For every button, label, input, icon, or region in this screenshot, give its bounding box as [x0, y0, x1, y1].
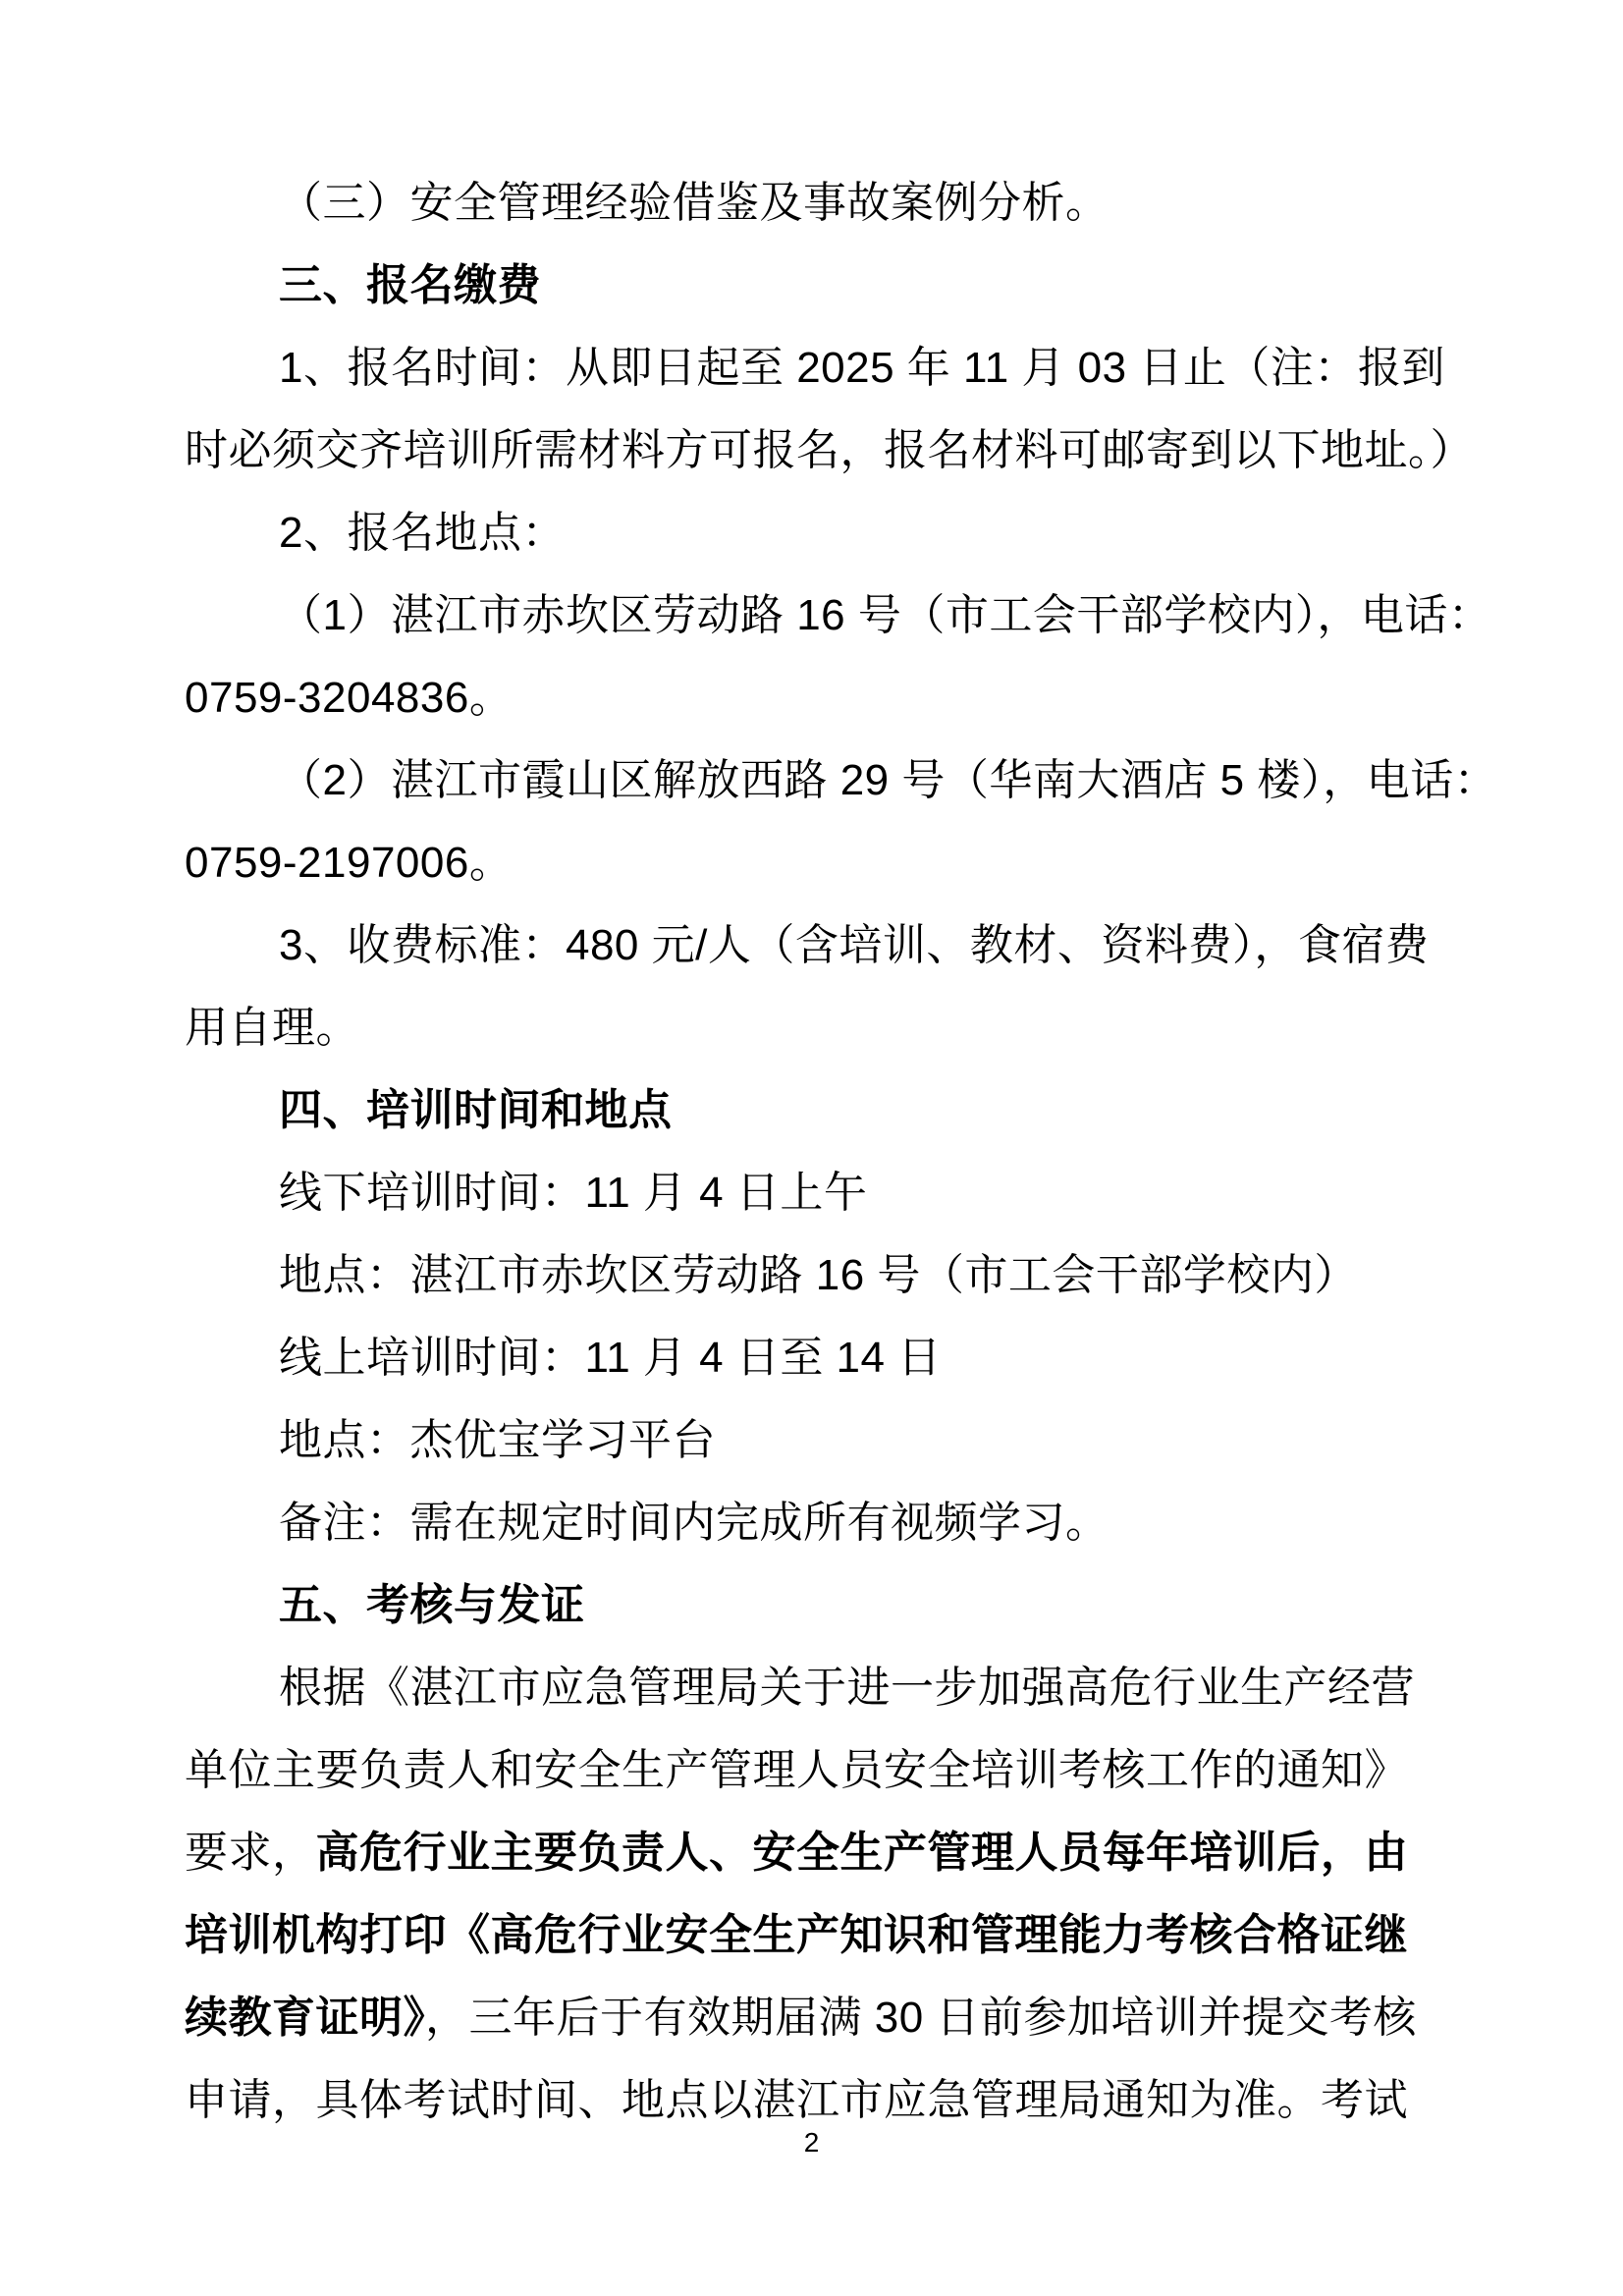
text-segment: 用自理。 — [185, 1004, 359, 1052]
text-line — [185, 492, 1461, 574]
text-line — [185, 162, 1461, 245]
text-line — [185, 1894, 1461, 1977]
text-line — [185, 1399, 1461, 1482]
text-segment: 线下培训时间：11 月 4 日上午 — [279, 1169, 868, 1217]
text-line — [185, 657, 1461, 739]
text-line — [185, 574, 1492, 657]
text-line — [185, 904, 1461, 987]
text-line — [185, 739, 1498, 822]
document-body — [185, 162, 1498, 2142]
text-segment: （2）湛江市霞山区解放西路 29 号（华南大酒店 5 楼），电话： — [279, 756, 1498, 804]
text-segment: （1）湛江市赤坎区劳动路 16 号（市工会干部学校内），电话： — [279, 591, 1492, 639]
text-segment: 要求， — [185, 1829, 316, 1877]
text-segment: 培训机构打印《高危行业安全生产知识和管理能力考核合格证继 — [185, 1911, 1408, 1959]
text-segment: 地点：湛江市赤坎区劳动路 16 号（市工会干部学校内） — [279, 1251, 1358, 1299]
text-line — [185, 1482, 1461, 1564]
text-segment: 三、报名缴费 — [279, 261, 541, 309]
text-line — [185, 1069, 1461, 1152]
text-segment: 根据《湛江市应急管理局关于进一步加强高危行业生产经营 — [279, 1664, 1415, 1712]
text-segment: 五、考核与发证 — [279, 1581, 585, 1629]
text-segment: 2、报名地点： — [279, 509, 566, 557]
text-segment: 高危行业主要负责人、安全生产管理人员每年培训后，由 — [315, 1829, 1408, 1877]
text-segment: 3、收费标准：480 元/人（含培训、教材、资料费），食宿费 — [279, 921, 1430, 969]
text-segment: ，三年后于有效期届满 30 日前参加培训并提交考核 — [425, 1994, 1417, 2042]
page-number: 2 — [803, 2127, 820, 2158]
text-line — [185, 410, 1474, 492]
text-line — [185, 327, 1461, 410]
text-line — [185, 245, 1461, 327]
text-segment: 申请，具体考试时间、地点以湛江市应急管理局通知为准。考试 — [185, 2076, 1408, 2124]
text-segment: 四、培训时间和地点 — [279, 1086, 673, 1134]
text-segment: 0759-3204836。 — [185, 674, 514, 722]
text-segment: 续教育证明》 — [185, 1994, 425, 2042]
text-line — [185, 1234, 1461, 1317]
text-segment: 单位主要负责人和安全生产管理人员安全培训考核工作的通知》 — [185, 1746, 1408, 1794]
text-segment: 线上培训时间：11 月 4 日至 14 日 — [279, 1334, 942, 1382]
text-line — [185, 1152, 1461, 1234]
text-segment: 0759-2197006。 — [185, 839, 514, 887]
text-line — [185, 822, 1461, 904]
text-segment: 1、报名时间：从即日起至 2025 年 11 月 03 日止（注：报到 — [279, 344, 1445, 392]
text-line — [185, 1812, 1461, 1894]
text-line — [185, 1977, 1461, 2059]
text-segment: 地点：杰优宝学习平台 — [279, 1416, 716, 1464]
text-segment: 时必须交齐培训所需材料方可报名，报名材料可邮寄到以下地址。） — [185, 426, 1474, 474]
text-line — [185, 1729, 1461, 1812]
text-line — [185, 987, 1461, 1069]
text-segment: （三）安全管理经验借鉴及事故案例分析。 — [279, 179, 1109, 227]
text-line — [185, 1317, 1461, 1399]
text-line — [185, 1647, 1461, 1729]
text-segment: 备注：需在规定时间内完成所有视频学习。 — [279, 1499, 1109, 1547]
text-line — [185, 1564, 1461, 1647]
